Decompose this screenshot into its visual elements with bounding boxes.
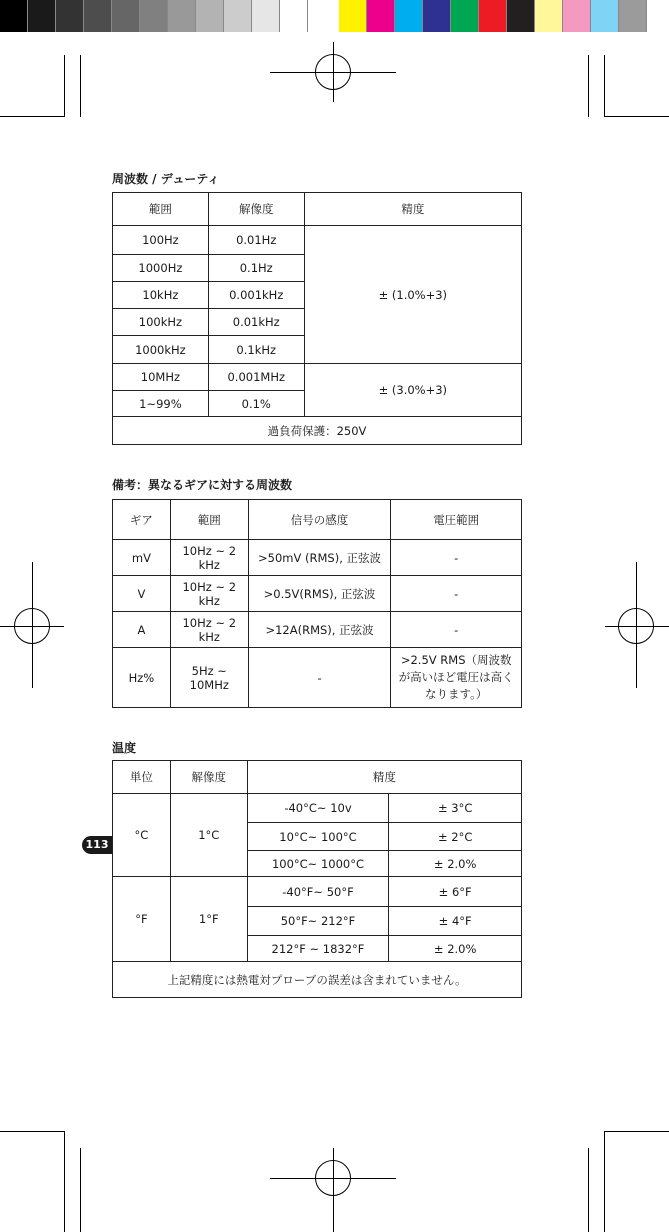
crop-mark <box>604 116 669 117</box>
color-swatch <box>619 0 647 32</box>
crop-mark <box>588 55 589 117</box>
overload-protection: 過負荷保護：250V <box>113 417 522 445</box>
resolution-celsius: 1°C <box>170 794 247 877</box>
voltage-cell: - <box>391 540 522 576</box>
cmyk-color-bar <box>339 0 647 32</box>
temperature-table <box>112 760 522 998</box>
accuracy-cell: ± 2.0% <box>389 851 522 877</box>
color-swatch <box>451 0 479 32</box>
crop-mark <box>80 1148 81 1232</box>
frequency-duty-title: 周波数 / デューティ <box>112 172 220 186</box>
header-voltage-range: 電圧範囲 <box>391 500 522 540</box>
crop-mark <box>64 55 65 117</box>
header-accuracy: 精度 <box>304 193 521 226</box>
table-row <box>113 648 522 708</box>
color-swatch <box>591 0 619 32</box>
voltage-cell: >2.5V RMS（周波数が高いほど電圧は高くなります。） <box>391 648 522 708</box>
accuracy-cell: ± 2°C <box>389 823 522 851</box>
color-swatch <box>367 0 395 32</box>
sensitivity-cell: >12A(RMS), 正弦波 <box>248 612 391 648</box>
range-cell: 5Hz ~ 10MHz <box>170 648 248 708</box>
range-cell: 10kHz <box>113 282 209 309</box>
header-unit: 単位 <box>113 761 171 794</box>
crop-mark <box>64 1131 65 1232</box>
crop-mark <box>588 1148 589 1232</box>
range-cell: 100kHz <box>113 309 209 336</box>
table-row <box>113 612 522 648</box>
range-cell: 100°C~ 1000°C <box>247 851 389 877</box>
registration-circle <box>618 608 654 644</box>
crop-mark <box>80 55 81 117</box>
color-swatch <box>112 0 140 32</box>
header-range: 範囲 <box>113 193 209 226</box>
range-cell: 1000Hz <box>113 255 209 282</box>
header-gear: ギア <box>113 500 171 540</box>
color-swatch <box>252 0 280 32</box>
color-swatch <box>168 0 196 32</box>
frequency-duty-table <box>112 192 522 445</box>
table-row <box>113 576 522 612</box>
range-cell: 1~99% <box>113 391 209 417</box>
voltage-cell: - <box>391 576 522 612</box>
color-swatch <box>535 0 563 32</box>
resolution-cell: 0.1% <box>208 391 304 417</box>
resolution-cell: 0.1kHz <box>208 336 304 364</box>
table-row <box>113 226 522 255</box>
resolution-cell: 0.1Hz <box>208 255 304 282</box>
range-cell: 1000kHz <box>113 336 209 364</box>
accuracy-cell: ± (3.0%+3) <box>304 364 521 417</box>
resolution-cell: 0.001kHz <box>208 282 304 309</box>
unit-fahrenheit: °F <box>113 877 171 962</box>
gear-cell: Hz% <box>113 648 171 708</box>
color-swatch <box>84 0 112 32</box>
range-cell: 50°F~ 212°F <box>247 907 389 936</box>
color-swatch <box>56 0 84 32</box>
color-swatch <box>280 0 308 32</box>
voltage-cell: - <box>391 612 522 648</box>
header-resolution: 解像度 <box>170 761 247 794</box>
sensitivity-cell: >50mV (RMS), 正弦波 <box>248 540 391 576</box>
header-range: 範囲 <box>170 500 248 540</box>
range-cell: 10Hz ~ 2 kHz <box>170 576 248 612</box>
table-row <box>113 540 522 576</box>
color-swatch <box>196 0 224 32</box>
registration-circle <box>315 1160 351 1196</box>
crop-mark <box>604 1131 669 1132</box>
range-cell: 212°F ~ 1832°F <box>247 936 389 962</box>
header-accuracy: 精度 <box>247 761 521 794</box>
color-swatch <box>224 0 252 32</box>
color-swatch <box>507 0 535 32</box>
crop-mark <box>604 55 605 117</box>
color-swatch <box>479 0 507 32</box>
gear-cell: A <box>113 612 171 648</box>
range-cell: 10°C~ 100°C <box>247 823 389 851</box>
resolution-fahrenheit: 1°F <box>170 877 247 962</box>
accuracy-cell: ± 6°F <box>389 877 522 907</box>
resolution-cell: 0.001MHz <box>208 364 304 391</box>
color-swatch <box>28 0 56 32</box>
accuracy-cell: ± (1.0%+3) <box>304 226 521 364</box>
gear-note-title: 備考：異なるギアに対する周波数 <box>112 478 293 492</box>
color-swatch <box>339 0 367 32</box>
header-sensitivity: 信号の感度 <box>248 500 391 540</box>
grayscale-color-bar <box>0 0 308 32</box>
color-swatch <box>395 0 423 32</box>
crop-mark <box>0 116 64 117</box>
unit-celsius: °C <box>113 794 171 877</box>
color-swatch <box>423 0 451 32</box>
resolution-cell: 0.01Hz <box>208 226 304 255</box>
color-swatch <box>563 0 591 32</box>
resolution-cell: 0.01kHz <box>208 309 304 336</box>
temperature-title: 温度 <box>112 741 137 755</box>
page-number: 113 <box>82 836 112 854</box>
header-resolution: 解像度 <box>208 193 304 226</box>
accuracy-cell: ± 3°C <box>389 794 522 823</box>
range-cell: 100Hz <box>113 226 209 255</box>
gear-frequency-table <box>112 499 522 708</box>
table-row <box>113 877 522 907</box>
range-cell: 10MHz <box>113 364 209 391</box>
registration-circle <box>14 608 50 644</box>
thermocouple-note: 上記精度には熱電対プローブの誤差は含まれていません。 <box>113 962 522 998</box>
accuracy-cell: ± 4°F <box>389 907 522 936</box>
range-cell: -40°C~ 10v <box>247 794 389 823</box>
range-cell: 10Hz ~ 2 kHz <box>170 612 248 648</box>
registration-circle <box>315 54 351 90</box>
range-cell: 10Hz ~ 2 kHz <box>170 540 248 576</box>
color-swatch <box>0 0 28 32</box>
crop-mark <box>604 1131 605 1232</box>
range-cell: -40°F~ 50°F <box>247 877 389 907</box>
accuracy-cell: ± 2.0% <box>389 936 522 962</box>
sensitivity-cell: - <box>248 648 391 708</box>
gear-cell: mV <box>113 540 171 576</box>
color-swatch <box>140 0 168 32</box>
gear-cell: V <box>113 576 171 612</box>
table-row <box>113 364 522 391</box>
table-row <box>113 794 522 823</box>
sensitivity-cell: >0.5V(RMS), 正弦波 <box>248 576 391 612</box>
crop-mark <box>0 1131 64 1132</box>
